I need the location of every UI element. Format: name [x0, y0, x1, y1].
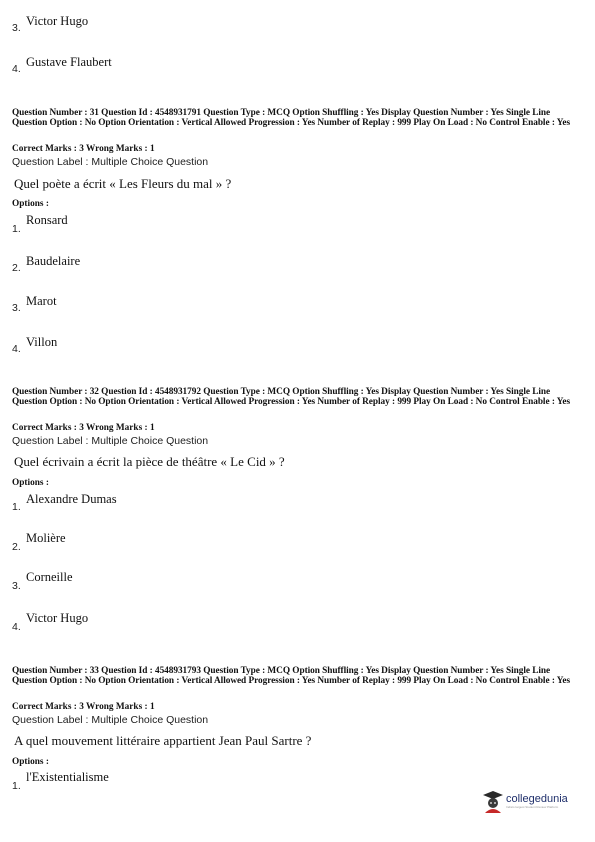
option-text: Corneille: [26, 570, 73, 584]
option-text: Marot: [26, 294, 57, 308]
graduate-cap-icon: [482, 789, 504, 813]
question-meta: Question Number : 32 Question Id : 4548931792 Question Type : MCQ Option Shuffling : Yes Display Question Number : Yes Single Line Question Option : No Option Orientation : Vertical Allowed Progression : Yes Number of Replay : 999 Play On Load : No Control Enable : Yes: [12, 387, 571, 407]
option-number: 1.: [12, 501, 21, 513]
option-number: 3.: [12, 302, 21, 314]
options-label: Options :: [12, 478, 49, 488]
option-text: Victor Hugo: [26, 14, 89, 28]
question-label: Question Label : Multiple Choice Question: [12, 435, 209, 447]
option-number: 1.: [12, 780, 21, 792]
question-meta: Question Number : 31 Question Id : 4548931791 Question Type : MCQ Option Shuffling : Yes Display Question Number : Yes Single Line Question Option : No Option Orientation : Vertical Allowed Progression : Yes Number of Replay : 999 Play On Load : No Control Enable : Yes: [12, 108, 571, 128]
question-text: A quel mouvement littéraire appartient Jean Paul Sartre ?: [14, 733, 312, 748]
option-text: Ronsard: [26, 213, 68, 227]
option-text: Gustave Flaubert: [26, 55, 112, 69]
logo-name: collegedunia: [506, 792, 568, 805]
question-text: Quel poète a écrit « Les Fleurs du mal » ?: [14, 176, 232, 191]
question-marks: Correct Marks : 3 Wrong Marks : 1: [12, 423, 155, 433]
question-meta: Question Number : 33 Question Id : 4548931793 Question Type : MCQ Option Shuffling : Yes Display Question Number : Yes Single Line Question Option : No Option Orientation : Vertical Allowed Progression : Yes Number of Replay : 999 Play On Load : No Control Enable : Yes: [12, 666, 571, 686]
option-number: 4.: [12, 63, 21, 75]
option-number: 3.: [12, 22, 21, 34]
question-marks: Correct Marks : 3 Wrong Marks : 1: [12, 702, 155, 712]
option-text: Molière: [26, 531, 66, 545]
logo-tagline: India's largest Student Review Platform: [506, 804, 559, 809]
question-text: Quel écrivain a écrit la pièce de théâtre « Le Cid » ?: [14, 454, 285, 469]
option-number: 1.: [12, 223, 21, 235]
option-text: Baudelaire: [26, 254, 81, 268]
option-number: 2.: [12, 262, 21, 274]
option-number: 4.: [12, 343, 21, 355]
options-label: Options :: [12, 757, 49, 767]
option-number: 3.: [12, 580, 21, 592]
option-number: 2.: [12, 541, 21, 553]
options-label: Options :: [12, 199, 49, 209]
option-text: l'Existentialisme: [26, 770, 109, 784]
option-text: Villon: [26, 335, 58, 349]
collegedunia-logo: [482, 789, 568, 813]
question-label: Question Label : Multiple Choice Question: [12, 156, 209, 168]
option-text: Alexandre Dumas: [26, 492, 117, 506]
question-label: Question Label : Multiple Choice Question: [12, 714, 209, 726]
option-text: Victor Hugo: [26, 611, 89, 625]
question-marks: Correct Marks : 3 Wrong Marks : 1: [12, 144, 155, 154]
option-number: 4.: [12, 621, 21, 633]
